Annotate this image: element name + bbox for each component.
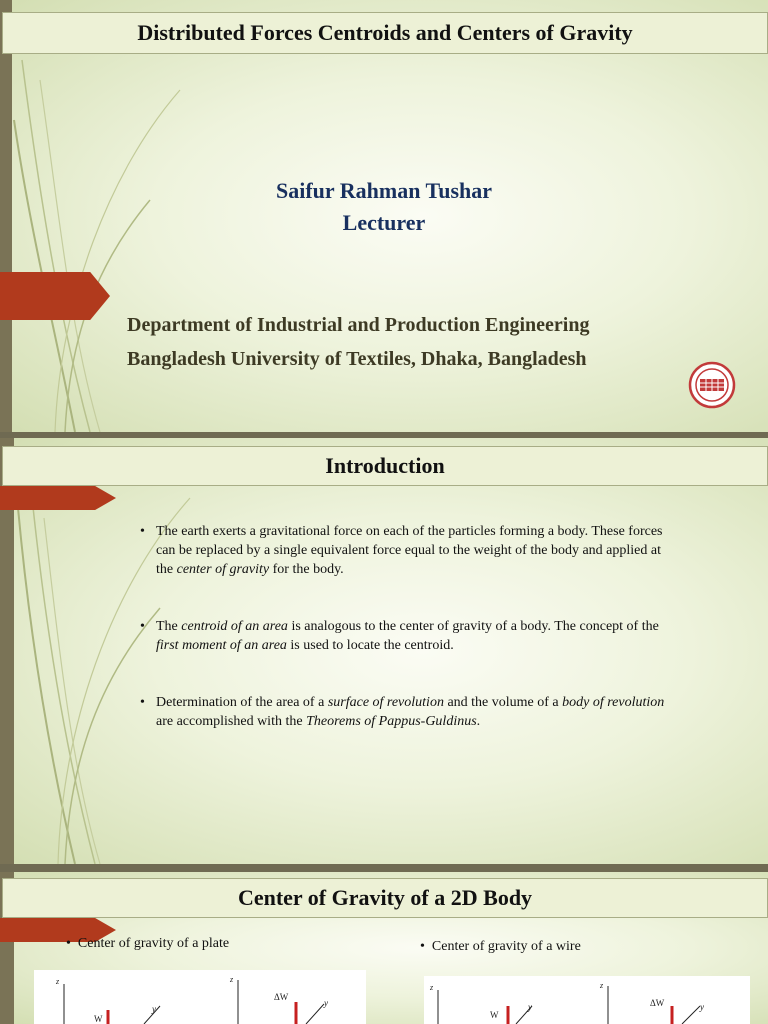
svg-text:z: z bbox=[230, 975, 234, 984]
svg-text:W: W bbox=[94, 1014, 103, 1024]
svg-text:W: W bbox=[490, 1010, 499, 1020]
bullet-item: • The earth exerts a gravitational force on each of the particles forming a body. These forces can be replaced by a single equivalent force equal to the weight of the body and applied at the center of gravity for the body. bbox=[140, 522, 670, 579]
accent-arrow bbox=[0, 486, 116, 510]
accent-arrow bbox=[0, 272, 110, 320]
intro-bullet-list bbox=[140, 522, 670, 769]
bullet-item: • Determination of the area of a surface of revolution and the volume of a body of revolution are accomplished with the Theorems of Pappus-Guldinus. bbox=[140, 693, 670, 731]
author-name: Saifur Rahman Tushar bbox=[275, 178, 492, 203]
university-name: Bangladesh University of Textiles, Dhaka, Bangladesh bbox=[127, 348, 587, 370]
svg-text:ΔW: ΔW bbox=[650, 998, 665, 1008]
svg-text:y: y bbox=[700, 1002, 704, 1012]
svg-text:y: y bbox=[152, 1004, 156, 1014]
svg-text:y: y bbox=[324, 998, 328, 1008]
title-text: Center of Gravity of a 2D Body bbox=[237, 885, 533, 910]
svg-text:ΔW: ΔW bbox=[274, 992, 289, 1002]
title-text: Introduction bbox=[325, 453, 445, 478]
svg-text:z: z bbox=[600, 981, 604, 990]
department-name: Department of Industrial and Production Engineering bbox=[127, 314, 590, 336]
title-text: Distributed Forces Centroids and Centers of Gravity bbox=[137, 20, 633, 45]
wire-figure bbox=[424, 976, 750, 1024]
slide-title-bar bbox=[2, 878, 768, 918]
plate-bullet: • Center of gravity of a plate bbox=[66, 936, 229, 952]
university-seal-icon bbox=[688, 361, 736, 409]
plate-diagram bbox=[34, 970, 366, 1024]
slide-title-bar bbox=[2, 446, 768, 486]
wire-diagram bbox=[424, 976, 750, 1024]
svg-text:y: y bbox=[528, 1002, 532, 1012]
author-role: Lecturer bbox=[342, 210, 426, 235]
svg-text:z: z bbox=[56, 977, 60, 986]
svg-text:z: z bbox=[430, 983, 434, 992]
slide-title bbox=[0, 0, 768, 432]
wire-bullet: • Center of gravity of a wire bbox=[420, 939, 581, 955]
slide-center-of-gravity bbox=[0, 872, 768, 1024]
plate-figure bbox=[34, 970, 366, 1024]
bullet-item: • The centroid of an area is analogous to the center of gravity of a body. The concept of the first moment of an area is used to locate the centroid. bbox=[140, 617, 670, 655]
slide-title-bar bbox=[2, 12, 768, 54]
slide-introduction bbox=[0, 438, 768, 864]
